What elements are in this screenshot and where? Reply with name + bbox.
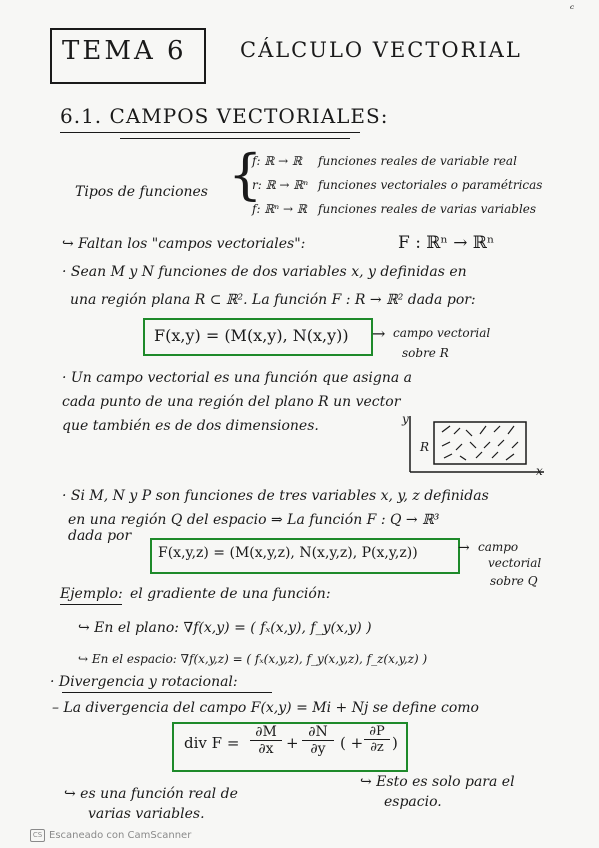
faltan-formula: F : ℝⁿ → ℝⁿ <box>398 233 495 253</box>
brace-icon: { <box>228 143 263 206</box>
def3d-line3: dada por <box>68 528 132 544</box>
def2d-line2: una región plana R ⊂ ℝ². La función F : R → ℝ² dada por: <box>70 292 476 308</box>
def2d-formula: F(x,y) = (M(x,y), N(x,y)) <box>154 326 349 345</box>
chapter-title: CÁLCULO VECTORIAL <box>240 38 522 62</box>
def2d-note-1: campo vectorial <box>393 326 491 340</box>
frac-dp-dz <box>364 724 390 755</box>
frac-dm-num: ∂M <box>255 724 277 740</box>
section-underline-2 <box>120 138 350 139</box>
frac-dn-dy <box>302 724 334 757</box>
tipos-desc-3: funciones reales de varias variables <box>318 202 537 216</box>
frac-dn-num: ∂N <box>308 724 328 740</box>
def3d-line1: · Si M, N y P son funciones de tres variables x, y, z definidas <box>62 488 489 504</box>
arrow-right-icon: → <box>372 324 386 343</box>
tipos-label: Tipos de funciones <box>75 184 208 200</box>
def2d-note-2: sobre R <box>402 346 449 360</box>
ejemplo-text: el gradiente de una función: <box>130 586 331 602</box>
divergencia-heading: · Divergencia y rotacional: <box>50 674 238 690</box>
frac-dn-den: ∂y <box>310 741 326 757</box>
div-note-right-1: ↪ Esto es solo para el <box>360 774 515 790</box>
tipos-map-2: r: ℝ → ℝⁿ <box>252 178 309 192</box>
div-paren-open: ( + <box>340 734 364 752</box>
tipos-desc-1: funciones reales de variable real <box>318 154 517 168</box>
def3d-formula: F(x,y,z) = (M(x,y,z), N(x,y,z), P(x,y,z)) <box>158 545 418 561</box>
ejemplo-underline <box>60 604 122 605</box>
def3d-note-1: campo <box>478 540 519 554</box>
faltan-text: ↪ Faltan los "campos vectoriales": <box>62 236 306 252</box>
ejemplo-label: Ejemplo: <box>60 586 123 602</box>
corner-mark: ᶜ <box>570 2 575 16</box>
arrow-right-icon-2: → <box>458 540 470 556</box>
section-underline <box>60 132 360 133</box>
divergencia-line1: – La divergencia del campo F(x,y) = Mi + Nj se define como <box>52 700 479 716</box>
div-note-right-2: espacio. <box>384 794 442 810</box>
ejemplo-espacio: ↪ En el espacio: ∇f(x,y,z) = ( fₓ(x,y,z), f_y(x,y,z), f_z(x,y,z) ) <box>78 652 428 666</box>
div-note-left-2: varias variables. <box>88 806 205 822</box>
asigna-line1: · Un campo vectorial es una función que asigna a <box>62 370 413 386</box>
tipos-map-1: f: ℝ → ℝ <box>252 154 302 168</box>
frac-dp-den: ∂z <box>370 740 384 755</box>
def2d-line1: · Sean M y N funciones de dos variables x, y definidas en <box>62 264 467 280</box>
divergencia-underline <box>62 692 272 693</box>
frac-dm-dx <box>250 724 282 757</box>
frac-dm-den: ∂x <box>258 741 274 757</box>
section-heading: 6.1. CAMPOS VECTORIALES: <box>60 104 389 128</box>
asigna-line3: que también es de dos dimensiones. <box>62 418 319 434</box>
graph-y-label: y <box>402 412 409 426</box>
graph-r-label: R <box>420 440 430 454</box>
div-lhs: div F = <box>184 734 240 752</box>
camscanner-logo: CS <box>30 829 45 842</box>
div-plus: + <box>286 734 299 752</box>
frac-dp-num: ∂P <box>369 724 385 739</box>
tema-label: TEMA 6 <box>62 36 187 66</box>
div-note-left-1: ↪ es una función real de <box>64 786 238 802</box>
def3d-note-2: vectorial <box>488 556 542 570</box>
camscanner-footer <box>30 829 191 842</box>
graph-x-label: x <box>536 464 543 478</box>
def3d-note-3: sobre Q <box>490 574 538 588</box>
camscanner-text: Escaneado con CamScanner <box>49 830 192 841</box>
tipos-desc-2: funciones vectoriales o paramétricas <box>318 178 543 192</box>
div-paren-close: ) <box>392 734 398 752</box>
ejemplo-plano: ↪ En el plano: ∇f(x,y) = ( fₓ(x,y), f_y(x,y) ) <box>78 620 372 636</box>
asigna-line2: cada punto de una región del plano R un vector <box>62 394 401 410</box>
tipos-map-3: f: ℝⁿ → ℝ <box>252 202 307 216</box>
def3d-line2: en una región Q del espacio ⇒ La función F : Q → ℝ³ <box>68 512 440 528</box>
